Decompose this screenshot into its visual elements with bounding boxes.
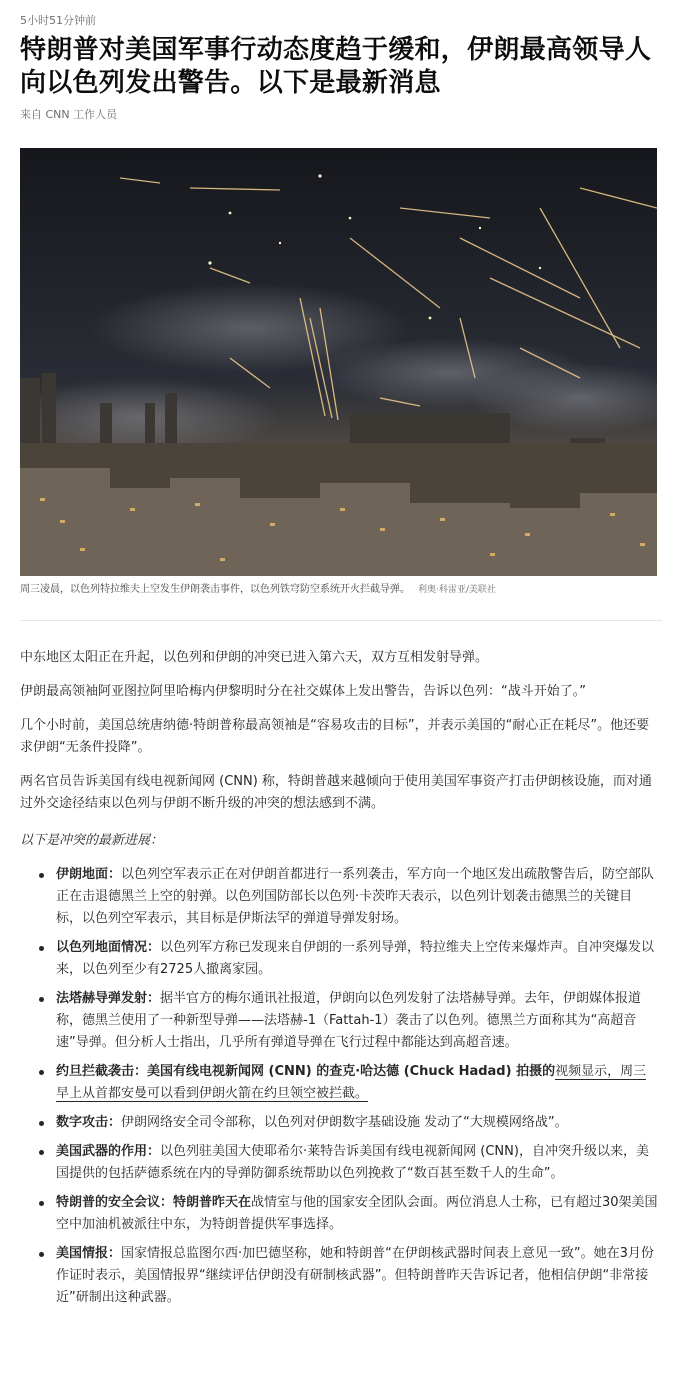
list-item — [56, 1243, 662, 1309]
paragraph-4: 两名官员告诉美国有线电视新闻网 (CNN) 称，特朗普越来越倾向于使用美国军事资产打击伊朗核设施，而对通过外交途径结束以色列与伊朗不断升级的冲突的想法感到不满。 — [20, 774, 652, 811]
list-item — [56, 1112, 662, 1134]
photo-credit: 利奥·科雷亚/美联社 — [418, 585, 496, 595]
list-item — [56, 1192, 662, 1236]
byline: 来自 CNN 工作人员 — [20, 108, 118, 121]
update-label: 法塔赫导弹发射： — [56, 991, 161, 1006]
update-text: 伊朗网络安全司令部称，以色列对伊朗数字基础设施 发动了“大规模网络战”。 — [121, 1115, 568, 1130]
list-item — [56, 1141, 662, 1185]
update-label: 以色列地面情况： — [56, 940, 161, 955]
headline: 特朗普对美国军事行动态度趋于缓和，伊朗最高领导人向以色列发出警告。以下是最新消息 — [20, 35, 652, 98]
update-label: 伊朗地面： — [56, 867, 122, 882]
update-text: 国家情报总监图尔西·加巴德坚称，她和特朗普“在伊朗核武器时间表上意见一致”。她在3月份作证时表示，美国情报界“继续评估伊朗没有研制核武器”。但特朗普昨天告诉记者，他相信伊朗“非常接近”研制出这种武器。 — [56, 1246, 654, 1305]
paragraph-3: 几个小时前，美国总统唐纳德·特朗普称最高领袖是“容易攻击的目标”，并表示美国的“耐心正在耗尽”。他还要求伊朗“无条件投降”。 — [20, 718, 650, 755]
updates-intro: 以下是冲突的最新进展： — [20, 833, 164, 848]
paragraph-2: 伊朗最高领袖阿亚图拉阿里哈梅内伊黎明时分在社交媒体上发出警告，告诉以色列：“战斗开始了。” — [20, 684, 586, 699]
timestamp: 5小时51分钟前 — [20, 14, 96, 27]
updates-list — [20, 864, 662, 1309]
update-label: 特朗普的安全会议：特朗普昨天在 — [56, 1195, 252, 1210]
photo-caption — [20, 582, 662, 598]
update-label: 约旦拦截袭击：美国有线电视新闻网 (CNN) 的查克·哈达德 (Chuck Hadad) 拍摄的 — [56, 1064, 556, 1079]
list-item — [56, 988, 662, 1054]
video-link[interactable]: 视频显示，周三早上从首都安曼可以看到伊朗火箭在约旦领空被拦截。 — [56, 1064, 647, 1101]
list-item — [56, 937, 662, 981]
divider — [20, 620, 662, 621]
hero-photo[interactable] — [20, 148, 657, 576]
bottom-fade — [0, 1366, 682, 1384]
update-text: 据半官方的梅尔通讯社报道，伊朗向以色列发射了法塔赫导弹。去年，伊朗媒体报道称，德黑兰使用了一种新型导弹——法塔赫-1（Fattah-1）袭击了以色列。德黑兰方面称其为“高超音速”导弹。但分析人士指出，几乎所有弹道导弹在飞行过程中都能达到高超音速。 — [56, 991, 642, 1050]
update-text: 以色列军方称已发现来自伊朗的一系列导弹，特拉维夫上空传来爆炸声。自冲突爆发以来，以色列至少有2725人撤离家园。 — [56, 940, 655, 977]
update-text: 以色列驻美国大使耶希尔·莱特告诉美国有线电视新闻网 (CNN)，自冲突升级以来，美国提供的包括萨德系统在内的导弹防御系统帮助以色列挽救了“数百甚至数千人的生命”。 — [56, 1144, 649, 1181]
update-label: 数字攻击： — [56, 1115, 122, 1130]
list-item — [56, 1061, 662, 1105]
update-text: 战情室与他的国家安全团队会面。两位消息人士称，已有超过30架美国空中加油机被派往中东，为特朗普提供军事选择。 — [56, 1195, 658, 1232]
list-item — [56, 864, 662, 930]
caption-text: 周三凌晨，以色列特拉维夫上空发生伊朗袭击事件，以色列铁穹防空系统开火拦截导弹。 — [20, 584, 410, 595]
paragraph-1: 中东地区太阳正在升起，以色列和伊朗的冲突已进入第六天，双方互相发射导弹。 — [20, 650, 489, 665]
update-label: 美国武器的作用： — [56, 1144, 161, 1159]
update-text: 以色列空军表示正在对伊朗首都进行一系列袭击，军方向一个地区发出疏散警告后，防空部队正在击退德黑兰上空的射弹。以色列国防部长以色列·卡茨昨天表示，以色列计划袭击德黑兰的关键目标，以色列空军表示，其目标是伊斯法罕的弹道导弹发射场。 — [56, 867, 655, 926]
update-label: 美国情报： — [56, 1246, 122, 1261]
